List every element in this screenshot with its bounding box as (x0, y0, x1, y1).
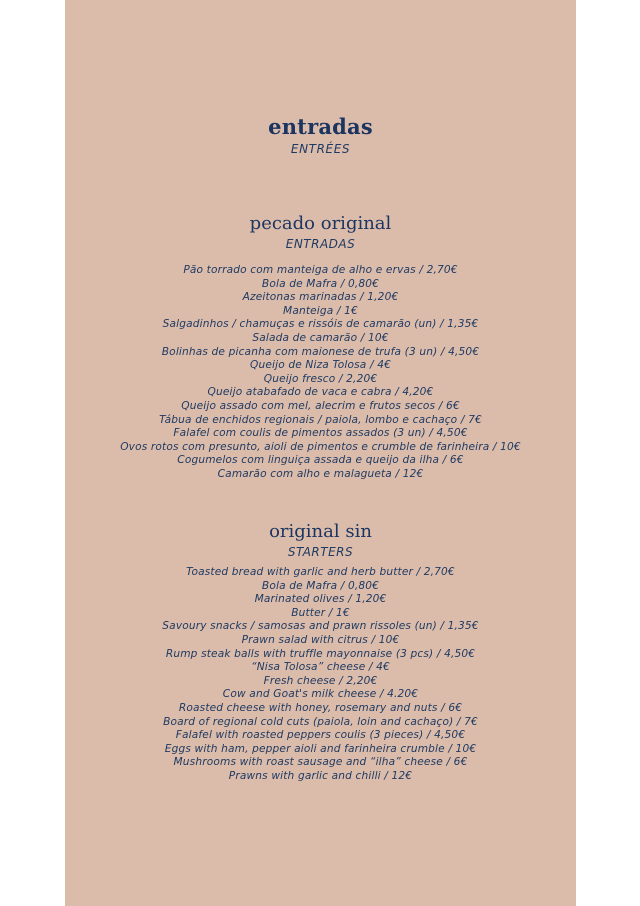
menu-item: Cow and Goat's milk cheese / 4.20€ (222, 688, 419, 701)
menu-item: Rump steak balls with truffle mayonnaise (3 pcs) / 4,50€ (165, 647, 476, 660)
menu-item: Bolinhas de picanha com maionese de trufa (3 un) / 4,50€ (161, 345, 480, 358)
menu-item: Falafel with roasted peppers coulis (3 pieces) / 4,50€ (175, 729, 466, 742)
menu-item: Board of regional cold cuts (paiola, loin and cachaço) / 7€ (163, 715, 478, 728)
menu-item: Azeitonas marinadas / 1,20€ (242, 291, 399, 304)
menu-item: Tábua de enchidos regionais / paiola, lombo e cachaço / 7€ (159, 413, 482, 426)
menu-item: Salada de camarão / 10€ (252, 331, 389, 344)
menu-item: Toasted bread with garlic and herb butter / 2,70€ (186, 566, 455, 578)
menu-list-pt (65, 264, 576, 482)
menu-item: Roasted cheese with honey, rosemary and nuts / 6€ (178, 701, 463, 714)
menu-item: Salgadinhos / chamuças e rissóis de camarão (un) / 1,35€ (162, 318, 479, 331)
menu-item: Queijo atabafado de vaca e cabra / 4,20€ (207, 386, 434, 399)
menu-item: Bola de Mafra / 0,80€ (261, 579, 380, 592)
menu-item: Bola de Mafra / 0,80€ (261, 277, 380, 290)
menu-item: Queijo assado com mel, alecrim e frutos secos / 6€ (181, 399, 460, 412)
menu-item: Mushrooms with roast sausage and “ilha” cheese / 6€ (173, 756, 468, 769)
page-title: entradas (268, 114, 373, 139)
section-subtitle-en: STARTERS (287, 545, 354, 559)
menu-list-en (65, 566, 576, 784)
menu-item: Ovos rotos com presunto, aioli de pimentos e crumble de farinheira / 10€ (120, 440, 521, 453)
menu-item: Fresh cheese / 2,20€ (263, 674, 378, 687)
section-title-pt: pecado original (249, 213, 392, 234)
menu-item: “Nisa Tolosa” cheese / 4€ (251, 661, 390, 674)
menu-page (65, 0, 576, 906)
section-subtitle-pt: ENTRADAS (285, 237, 356, 251)
menu-item: Cogumelos com linguiça assada e queijo da ilha / 6€ (177, 454, 464, 467)
section-title-en: original sin (269, 521, 372, 542)
menu-item: Butter / 1€ (291, 606, 350, 619)
menu-item: Pão torrado com manteiga de alho e ervas / 2,70€ (183, 264, 458, 276)
menu-item: Queijo de Niza Tolosa / 4€ (250, 359, 391, 372)
menu-item: Prawns with garlic and chilli / 12€ (228, 769, 413, 782)
menu-item: Falafel com coulis de pimentos assados (3 un) / 4,50€ (173, 427, 468, 440)
menu-item: Queijo fresco / 2,20€ (263, 372, 378, 385)
menu-item: Savoury snacks / samosas and prawn rissoles (un) / 1,35€ (162, 620, 479, 633)
menu-item: Camarão com alho e malagueta / 12€ (217, 467, 424, 480)
menu-item: Eggs with ham, pepper aioli and farinheira crumble / 10€ (164, 742, 477, 755)
menu-item: Marinated olives / 1,20€ (254, 593, 387, 606)
menu-item: Manteiga / 1€ (283, 304, 358, 317)
menu-item: Prawn salad with citrus / 10€ (241, 633, 400, 646)
page-subtitle: ENTRÉES (290, 142, 351, 156)
